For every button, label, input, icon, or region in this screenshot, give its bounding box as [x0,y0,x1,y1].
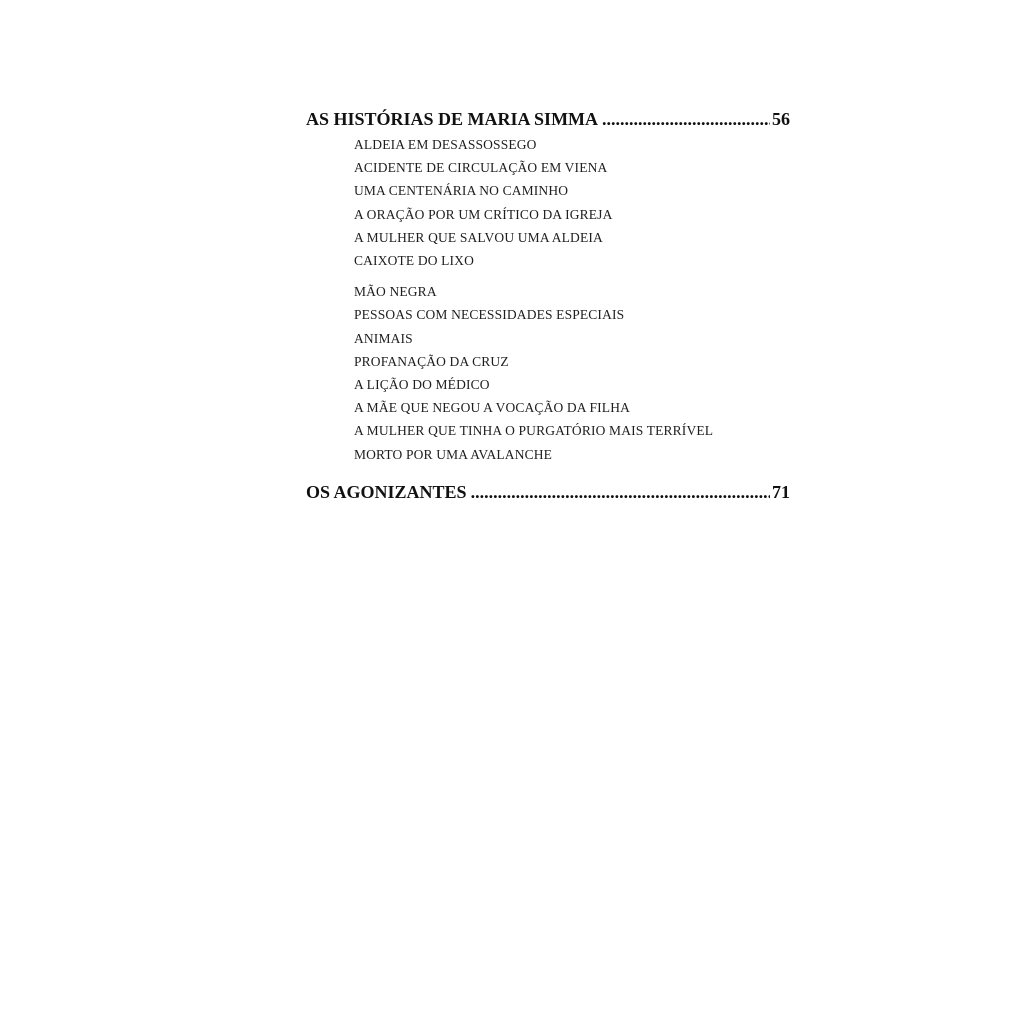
subsection-item[interactable]: UMA CENTENÁRIA NO CAMINHO [354,183,569,199]
subsection-item[interactable]: MÃO NEGRA [354,284,437,300]
subsection-item[interactable]: A MULHER QUE TINHA O PURGATÓRIO MAIS TERRÍVEL [354,423,714,439]
subsection-item[interactable]: PESSOAS COM NECESSIDADES ESPECIAIS [354,307,625,323]
subsection-item[interactable]: A ORAÇÃO POR UM CRÍTICO DA IGREJA [354,206,613,222]
section-title: AS HISTÓRIAS DE MARIA SIMMA [306,109,599,129]
section-page-number: 71 [772,481,790,502]
subsection-item[interactable]: ALDEIA EM DESASSOSSEGO [354,137,537,152]
section-page-number: 56 [772,109,790,129]
table-of-contents [306,107,790,504]
subsection-item[interactable]: A LIÇÃO DO MÉDICO [354,377,490,393]
subsection-item[interactable]: A MÃE QUE NEGOU A VOCAÇÃO DA FILHA [354,400,630,416]
section-title: OS AGONIZANTES [306,481,467,502]
dot-leader [471,480,770,504]
subsection-list [306,133,790,272]
toc-section-heading[interactable] [306,107,790,131]
subsection-item[interactable]: A MULHER QUE SALVOU UMA ALDEIA [354,229,603,245]
subsection-list [306,280,790,466]
dot-leader [602,107,770,131]
subsection-item[interactable]: PROFANAÇÃO DA CRUZ [354,353,509,369]
subsection-item[interactable]: MORTO POR UMA AVALANCHE [354,446,553,462]
subsection-item[interactable]: ANIMAIS [354,330,413,346]
subsection-item[interactable]: ACIDENTE DE CIRCULAÇÃO EM VIENA [354,160,608,176]
subsection-item[interactable]: CAIXOTE DO LIXO [354,253,474,269]
toc-section-heading[interactable] [306,480,790,504]
